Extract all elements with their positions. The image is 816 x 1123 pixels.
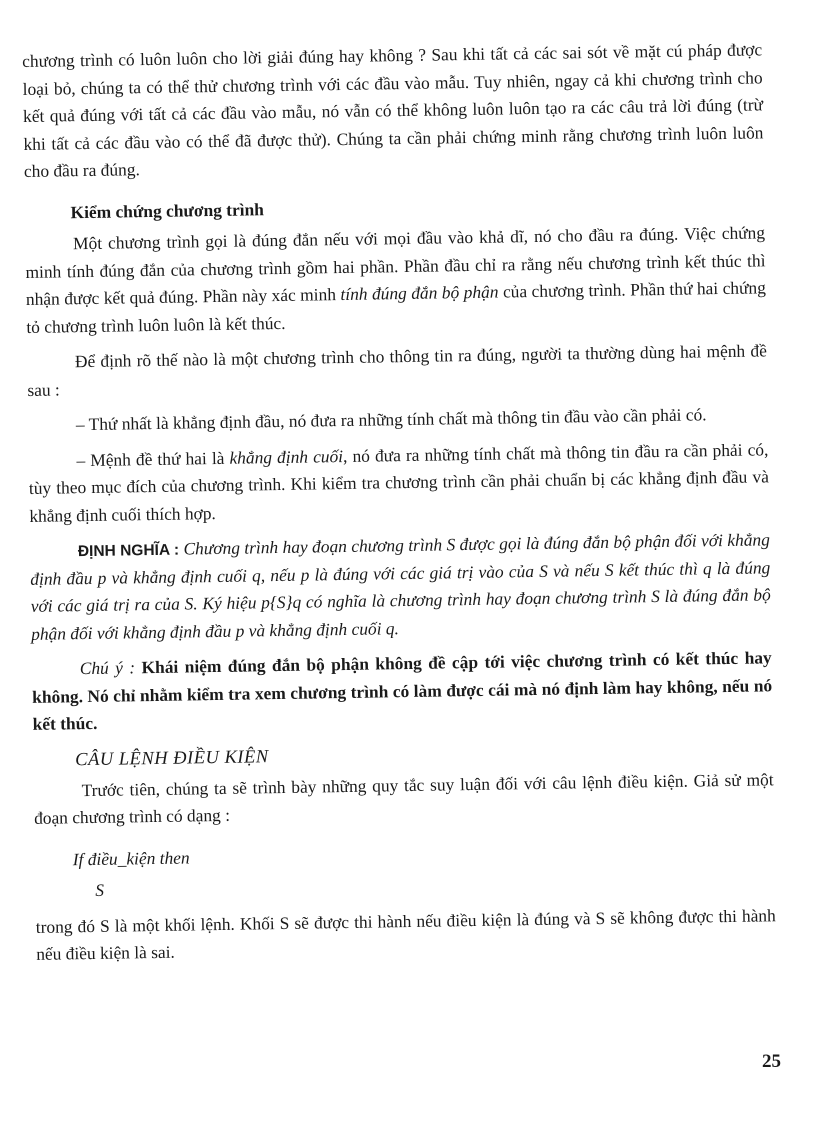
- note-block: [32, 644, 773, 738]
- definition-block: [30, 526, 772, 648]
- page-number: 25: [762, 1051, 781, 1072]
- definition-term: ĐỊNH NGHĨA :: [77, 541, 180, 561]
- section-title: CÂU LỆNH ĐIỀU KIỆN: [75, 746, 269, 770]
- paragraph-conditional-explain: trong đó S là một khối lệnh. Khối S sẽ được thi hành nếu điều kiện là đúng và S sẽ không được thi hành nếu điều kiện là sai.: [35, 904, 776, 965]
- italic-term: tính đúng đắn bộ phận: [340, 281, 499, 305]
- note-text: Khái niệm đúng đắn bộ phận không đề cập tới việc chương trình có kết thúc hay không. Nó chỉ nhằm kiểm tra xem chương trình có làm được cái mà nó định làm hay không, nếu nó kết thúc.: [32, 647, 773, 734]
- code-line-s: S: [95, 880, 105, 901]
- paragraph-definition-correctness: [25, 219, 767, 341]
- paragraph-postcondition: [28, 436, 769, 530]
- paragraph-conditional-intro: Trước tiên, chúng ta sẽ trình bày những quy tắc suy luận đối với câu lệnh điều kiện. Giả sử một đoạn chương trình có dạng :: [33, 769, 774, 829]
- paragraph-assertions: Để định rõ thế nào là một chương trình cho thông tin ra đúng, người ta thường dùng hai mệnh đề sau :: [27, 340, 767, 400]
- heading-kiem-chung: Kiểm chứng chương trình: [70, 198, 265, 222]
- text-run: , nó đưa ra những tính chất mà thông tin đầu ra cần phải có, tùy theo mục đích của chương trình. Khi kiểm tra chương trình cần phải chuẩn bị các khẳng định đầu và khẳng định cuối thích hợp.: [28, 438, 769, 526]
- italic-term: khẳng định cuối: [229, 445, 344, 468]
- page-content: [22, 36, 776, 968]
- code-line-if: If điều_kiện then: [72, 847, 190, 870]
- text-run: Một chương trình gọi là đúng đắn nếu với mọi đầu vào khả dĩ, nó cho đầu ra đúng. Việc chứng minh tính đúng đắn của chương trình gồm hai phần. Phần đầu chỉ ra rằng nếu chương trình kết thúc thì nhận được kết quả đúng. Phần này xác minh: [25, 222, 766, 309]
- paragraph-intro: chương trình có luôn luôn cho lời giải đúng hay không ? Sau khi tất cả các sai sót về mặt cú pháp được loại bỏ, chúng ta có thể thử chương trình với các đầu vào mẫu. Tuy nhiên, ngay cả khi chương trình cho kết quả đúng với tất cả các đầu vào mẫu, nó vẫn có thể không luôn luôn tạo ra các câu trả lời đúng (trừ khi tất cả các đầu vào có thể đã được thử). Chúng ta cần phải chứng minh rằng chương trình luôn luôn cho đầu ra đúng.: [22, 39, 764, 181]
- paragraph-precondition: – Thứ nhất là khẳng định đầu, nó đưa ra những tính chất mà thông tin đầu vào cần phải có.: [75, 404, 707, 435]
- definition-text: Chương trình hay đoạn chương trình S được gọi là đúng đắn bộ phận đối với khẳng định đầu p và khẳng định cuối q, nếu p là đúng với các giá trị vào của S và nếu S kết thúc thì q là đúng với các giá trị ra của S. Ký hiệu p{S}q có nghĩa là chương trình hay đoạn chương trình S là đúng đắn bộ phận đối với khẳng định đầu p và khẳng định cuối q.: [30, 529, 771, 644]
- text-run: – Mệnh đề thứ hai là: [76, 447, 230, 470]
- text-run: của chương trình. Phần thứ hai chứng tỏ chương trình luôn luôn là kết thúc.: [26, 277, 767, 337]
- note-label: Chú ý :: [79, 657, 136, 679]
